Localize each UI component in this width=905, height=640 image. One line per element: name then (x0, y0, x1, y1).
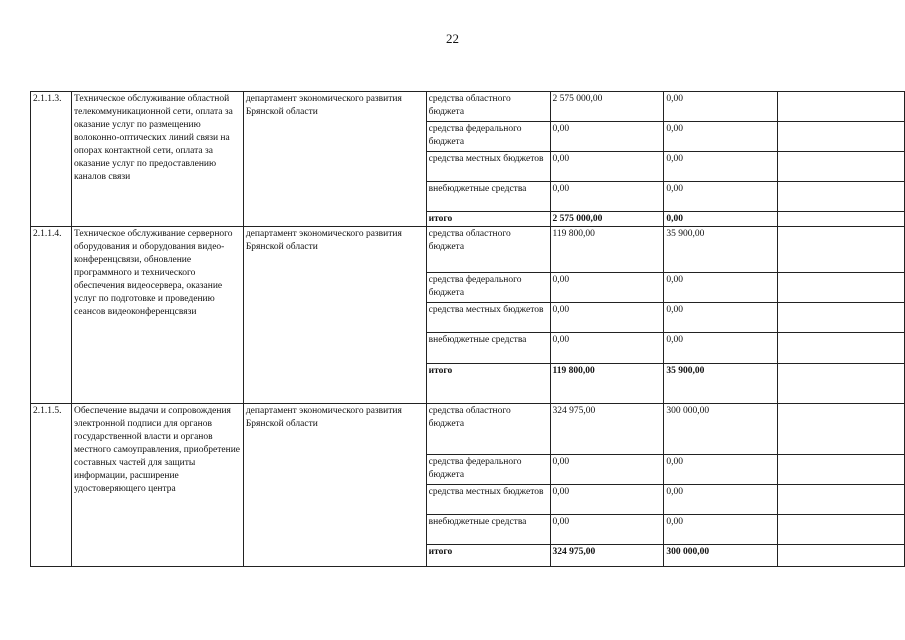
amount-1: 0,00 (550, 333, 664, 364)
funding-source: внебюджетные средства (426, 515, 550, 545)
table-row (31, 227, 905, 273)
amount-1: 0,00 (550, 455, 664, 485)
funding-source: итого (426, 364, 550, 404)
budget-table (30, 91, 905, 567)
amount-3 (778, 303, 905, 333)
funding-source: средства местных бюджетов (426, 303, 550, 333)
table-row (31, 404, 905, 455)
item-description: Техническое обслуживание областной телекоммуникационной сети, оплата за оказание услуг по размещению волоконно-оптических линий связи на опорах контактной сети, оплата за оказание услуг по предоставлению каналов связи (71, 92, 243, 227)
amount-3 (778, 122, 905, 152)
amount-2: 0,00 (664, 182, 778, 212)
amount-1: 0,00 (550, 273, 664, 303)
amount-2: 0,00 (664, 273, 778, 303)
amount-3 (778, 545, 905, 567)
funding-source: итого (426, 545, 550, 567)
amount-2: 0,00 (664, 122, 778, 152)
amount-2: 35 900,00 (664, 364, 778, 404)
table-row (31, 92, 905, 122)
amount-3 (778, 227, 905, 273)
funding-source: средства местных бюджетов (426, 485, 550, 515)
item-description: Обеспечение выдачи и сопровождения электронной подписи для органов государственной власти и органов местного самоуправления, приобретение составных частей для защиты информации, расширение удостоверяющего центра (71, 404, 243, 567)
amount-1: 0,00 (550, 122, 664, 152)
page-number: 22 (446, 31, 459, 46)
amount-3 (778, 152, 905, 182)
amount-2: 0,00 (664, 152, 778, 182)
amount-3 (778, 455, 905, 485)
amount-2: 0,00 (664, 485, 778, 515)
funding-source: средства федерального бюджета (426, 455, 550, 485)
amount-1: 119 800,00 (550, 227, 664, 273)
amount-3 (778, 212, 905, 227)
amount-1: 119 800,00 (550, 364, 664, 404)
funding-source: средства областного бюджета (426, 404, 550, 455)
amount-3 (778, 404, 905, 455)
amount-1: 0,00 (550, 303, 664, 333)
amount-3 (778, 333, 905, 364)
amount-3 (778, 485, 905, 515)
amount-3 (778, 273, 905, 303)
amount-1: 2 575 000,00 (550, 212, 664, 227)
funding-source: средства федерального бюджета (426, 122, 550, 152)
amount-1: 0,00 (550, 152, 664, 182)
amount-2: 300 000,00 (664, 545, 778, 567)
amount-1: 0,00 (550, 485, 664, 515)
item-code: 2.1.1.5. (31, 404, 72, 567)
funding-source: средства областного бюджета (426, 227, 550, 273)
amount-2: 0,00 (664, 455, 778, 485)
amount-2: 0,00 (664, 92, 778, 122)
amount-1: 0,00 (550, 515, 664, 545)
item-description: Техническое обслуживание серверного оборудования и оборудования видео-конференцсвязи, обновление программного и технического обеспечения видеосервера, оказание услуг по подготовке и проведению сеансов видеоконференцсвязи (71, 227, 243, 404)
item-code: 2.1.1.3. (31, 92, 72, 227)
amount-1: 2 575 000,00 (550, 92, 664, 122)
amount-1: 324 975,00 (550, 545, 664, 567)
funding-source: средства областного бюджета (426, 92, 550, 122)
amount-2: 0,00 (664, 333, 778, 364)
amount-2: 300 000,00 (664, 404, 778, 455)
amount-3 (778, 364, 905, 404)
funding-source: итого (426, 212, 550, 227)
amount-1: 324 975,00 (550, 404, 664, 455)
item-code: 2.1.1.4. (31, 227, 72, 404)
funding-source: внебюджетные средства (426, 333, 550, 364)
item-executor: департамент экономического развития Брянской области (243, 92, 426, 227)
amount-2: 0,00 (664, 515, 778, 545)
amount-2: 35 900,00 (664, 227, 778, 273)
item-executor: департамент экономического развития Брянской области (243, 404, 426, 567)
amount-3 (778, 92, 905, 122)
funding-source: средства федерального бюджета (426, 273, 550, 303)
amount-3 (778, 515, 905, 545)
funding-source: внебюджетные средства (426, 182, 550, 212)
funding-source: средства местных бюджетов (426, 152, 550, 182)
amount-2: 0,00 (664, 303, 778, 333)
amount-2: 0,00 (664, 212, 778, 227)
amount-3 (778, 182, 905, 212)
amount-1: 0,00 (550, 182, 664, 212)
item-executor: департамент экономического развития Брянской области (243, 227, 426, 404)
